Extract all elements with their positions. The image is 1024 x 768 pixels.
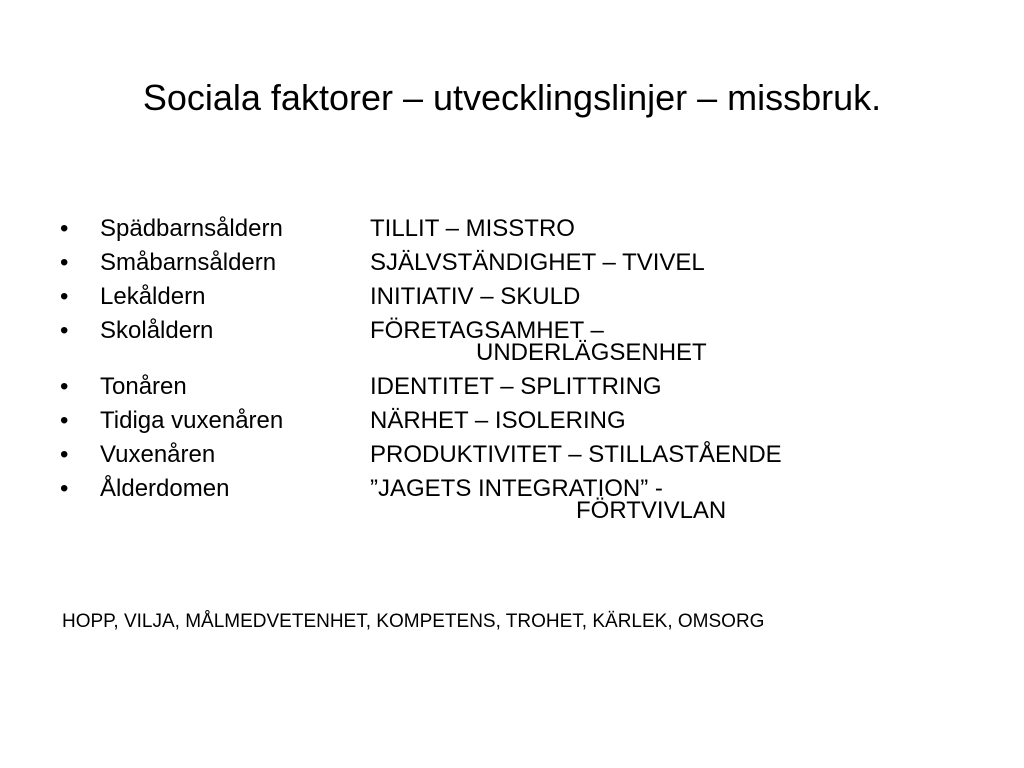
bullet-icon: • [60,283,69,310]
bullet-icon: • [60,441,69,468]
list-item [60,246,960,280]
stage-value-line1: ”JAGETS INTEGRATION” - [370,475,663,502]
slide-title: Sociala faktorer – utvecklingslinjer – missbruk. [142,77,882,118]
stage-label: Ålderdomen [100,475,230,502]
bullet-icon: • [60,249,69,276]
list-item [60,314,960,370]
stage-label: Tonåren [100,373,187,400]
stage-value: INITIATIV – SKULD [370,283,581,310]
stage-value [370,472,727,524]
list-item [60,212,960,246]
stage-label: Spädbarnsåldern [100,215,283,242]
stage-value-line2: FÖRTVIVLAN [576,497,727,524]
bullet-list [60,212,960,528]
bullet-icon: • [60,215,69,242]
list-item [60,280,960,314]
virtues-footer: HOPP, VILJA, MÅLMEDVETENHET, KOMPETENS, TROHET, KÄRLEK, OMSORG [62,611,765,632]
list-item [60,404,960,438]
stage-value-line2: UNDERLÄGSENHET [476,339,707,366]
bullet-icon: • [60,373,69,400]
stage-value-line1: FÖRETAGSAMHET – [370,317,604,344]
stage-label: Lekåldern [100,283,206,310]
bullet-icon: • [60,407,69,434]
stage-value: TILLIT – MISSTRO [370,215,575,242]
stage-value: IDENTITET – SPLITTRING [370,373,662,400]
stage-label: Vuxenåren [100,441,216,468]
bullet-icon: • [60,317,69,344]
list-item [60,472,960,528]
stage-label: Småbarnsåldern [100,249,277,276]
stage-value: NÄRHET – ISOLERING [370,407,626,434]
stage-value: PRODUKTIVITET – STILLASTÅENDE [370,441,782,468]
list-item [60,370,960,404]
bullet-icon: • [60,475,69,502]
stage-label: Tidiga vuxenåren [100,407,284,434]
list-item [60,438,960,472]
stage-label: Skolåldern [100,317,214,344]
stage-value [370,314,707,366]
stage-value: SJÄLVSTÄNDIGHET – TVIVEL [370,249,705,276]
